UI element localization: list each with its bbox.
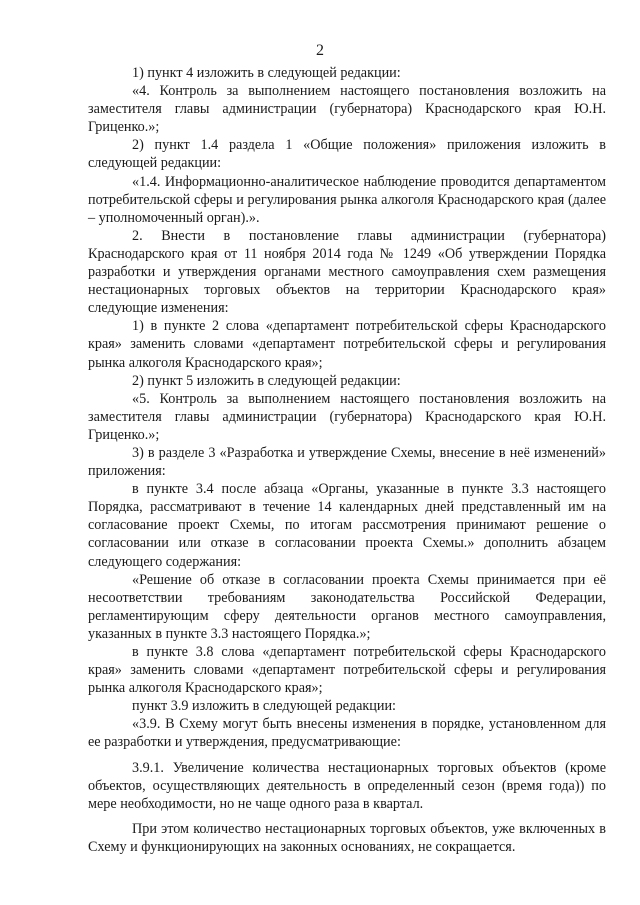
paragraph: 2. Внести в постановление главы администрации (губернатора) Краснодарского края от 11 ноября 2014 года № 1249 «Об утверждении Порядка разработки и утверждения органами местного самоуправления схем размещения нестационарных торговых объектов на территории Краснодарского края» следующие изменения: (88, 227, 606, 317)
paragraph: «5. Контроль за выполнением настоящего постановления возложить на заместителя главы администрации (губернатора) Краснодарского края Ю.Н. Гриценко.»; (88, 390, 606, 443)
paragraph: 1) пункт 4 изложить в следующей редакции: (132, 65, 401, 81)
paragraph: «3.9. В Схему могут быть внесены изменения в порядке, установленном для ее разработки и утверждения, предусматривающие: (88, 716, 606, 751)
paragraph: в пункте 3.8 слова «департамент потребительской сферы Краснодарского края» заменить словами «департамент потребительской сферы и регулирования рынка алкоголя Краснодарского края»; (88, 644, 606, 697)
paragraph: «4. Контроль за выполнением настоящего постановления возложить на заместителя главы администрации (губернатора) Краснодарского края Ю.Н. Гриценко.»; (88, 83, 606, 136)
paragraph: 1) в пункте 2 слова «департамент потребительской сферы Краснодарского края» заменить словами «департамент потребительской сферы и регулирования рынка алкоголя Краснодарского края»; (88, 318, 606, 371)
paragraph: пункт 3.9 изложить в следующей редакции: (132, 698, 396, 715)
paragraph: 2) пункт 5 изложить в следующей редакции: (132, 372, 401, 389)
page-number: 2 (316, 42, 324, 59)
paragraph: в пункте 3.4 после абзаца «Органы, указанные в пункте 3.3 настоящего Порядка, рассматривают в течение 14 календарных дней представленный им на согласование проект Схемы, по итогам рассмотрения принимают решение о согласовании или отказе в согласовании проекта Схемы.» дополнить абзацем следующего содержания: (88, 481, 606, 570)
paragraph: 3.9.1. Увеличение количества нестационарных торговых объектов (кроме объектов, осуществляющих деятельность в определенный сезон (время года)) по мере необходимости, но не чаще одного раза в квартал. (88, 759, 606, 812)
paragraph: «Решение об отказе в согласовании проекта Схемы принимается при её несоответствии требованиям законодательства Российской Федерации, регламентирующим сферу деятельности органов местного самоуправления, указанных в пункте 3.3 настоящего Порядка.»; (88, 571, 606, 642)
paragraph: «1.4. Информационно-аналитическое наблюдение проводится департаментом потребительской сферы и регулирования рынка алкоголя Краснодарского края (далее – уполномоченный орган).». (88, 173, 606, 226)
paragraph: При этом количество нестационарных торговых объектов, уже включенных в Схему и функционирующих на законных основаниях, не сокращается. (88, 820, 606, 855)
document-body (88, 64, 606, 856)
paragraph: 2) пункт 1.4 раздела 1 «Общие положения» приложения изложить в следующей редакции: (88, 137, 606, 172)
paragraph: 3) в разделе 3 «Разработка и утверждение Схемы, внесение в неё изменений» приложения: (88, 444, 606, 480)
